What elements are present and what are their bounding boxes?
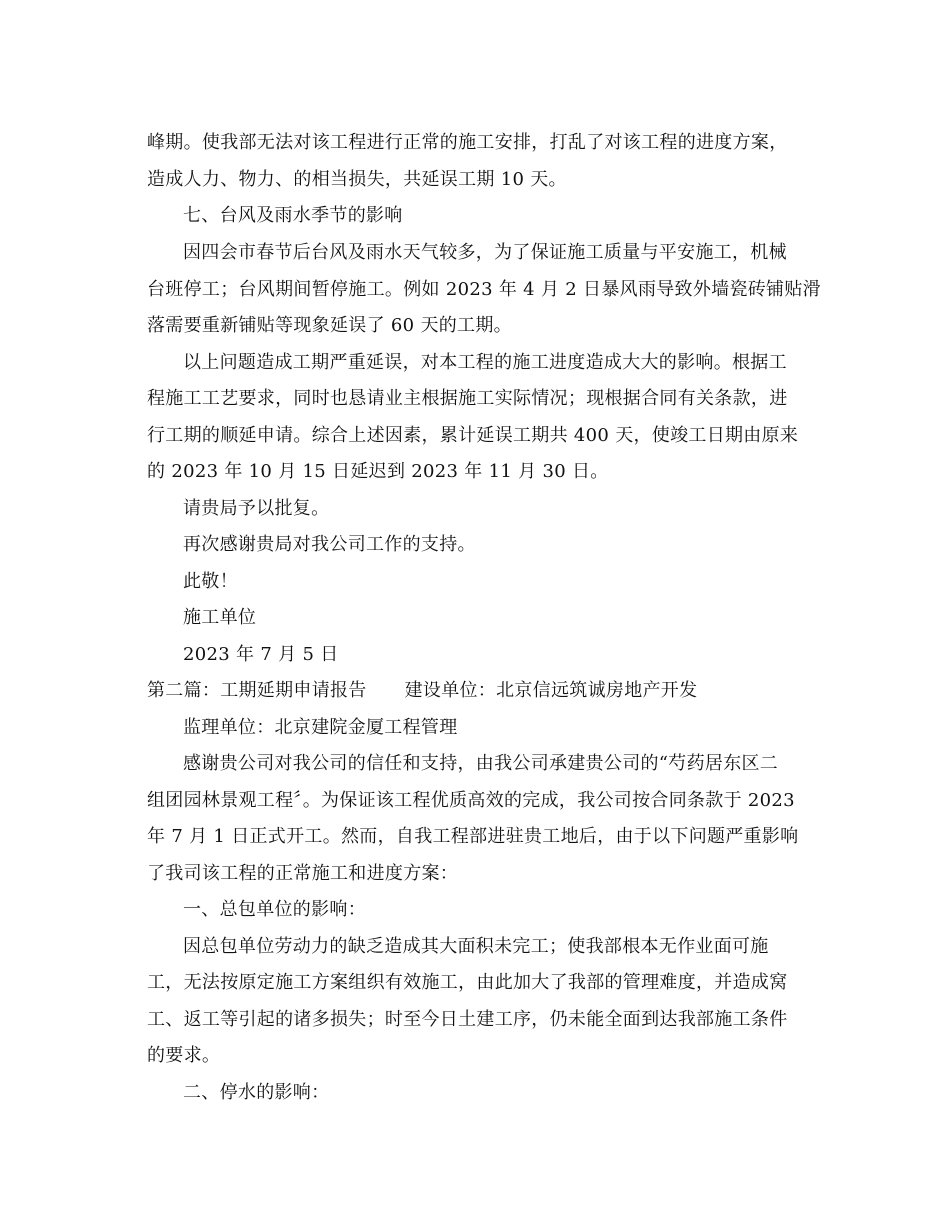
- text-line: 请贵局予以批复。: [183, 498, 330, 519]
- section-heading: 二、停水的影响：: [183, 1082, 330, 1103]
- text-line: 因总包单位劳动力的缺乏造成其大面积未完工；使我部根本无作业面可施: [183, 936, 769, 957]
- text-line: 台班停工；台风期间暂停施工。例如 2023 年 4 月 2 日暴风雨导致外墙瓷砖铺贴滑: [147, 279, 821, 300]
- text-line: 因四会市春节后台风及雨水天气较多，为了保证施工质量与平安施工，机械: [183, 242, 787, 263]
- section-heading: 一、总包单位的影响：: [183, 899, 366, 920]
- section-heading: 七、台风及雨水季节的影响: [183, 205, 403, 226]
- signature-date: 2023 年 7 月 5 日: [183, 644, 339, 665]
- text-line: 行工期的顺延申请。综合上述因素，累计延误工期共 400 天，使竣工日期由原来: [147, 425, 799, 446]
- text-line: 再次感谢贵局对我公司工作的支持。: [183, 534, 476, 555]
- text-line: 造成人力、物力、的相当损失，共延误工期 10 天。: [147, 169, 567, 190]
- text-line: 组团园林景观工程〞。为保证该工程优质高效的完成，我公司按合同条款于 2023: [147, 790, 795, 811]
- text-line: 了我司该工程的正常施工和进度方案：: [147, 863, 459, 884]
- signature-unit: 施工单位: [183, 607, 257, 628]
- text-line: 此敬！: [183, 571, 238, 592]
- text-line: 以上问题造成工期严重延误，对本工程的施工进度造成大大的影响。根据工: [183, 352, 787, 373]
- text-line: 工、返工等引起的诸多损失；时至今日土建工序，仍未能全面到达我部施工条件: [147, 1009, 788, 1030]
- text-line: 的 2023 年 10 月 15 日延迟到 2023 年 11 月 30 日。: [147, 461, 609, 482]
- supervision-unit: 监理单位：北京建院金厦工程管理: [183, 717, 458, 738]
- construction-unit: 建设单位：北京信远筑诚房地产开发: [404, 680, 698, 701]
- text-line: 工，无法按原定施工方案组织有效施工，由此加大了我部的管理难度，并造成窝: [147, 972, 788, 993]
- text-line: 的要求。: [147, 1045, 221, 1066]
- text-line: 落需要重新铺贴等现象延误了 60 天的工期。: [147, 315, 512, 336]
- chapter-title-line: [147, 679, 697, 703]
- chapter-title: 第二篇：工期延期申请报告: [147, 680, 367, 701]
- text-line: 年 7 月 1 日正式开工。然而，自我工程部进驻贵工地后，由于以下问题严重影响: [147, 826, 799, 847]
- text-line: 程施工工艺要求，同时也恳请业主根据施工实际情况；现根据合同有关条款，进: [147, 388, 788, 409]
- text-line: 感谢贵公司对我公司的信任和支持，由我公司承建贵公司的“芍药居东区二: [183, 753, 779, 774]
- text-line: 峰期。使我部无法对该工程进行正常的施工安排，打乱了对该工程的进度方案，: [147, 132, 788, 153]
